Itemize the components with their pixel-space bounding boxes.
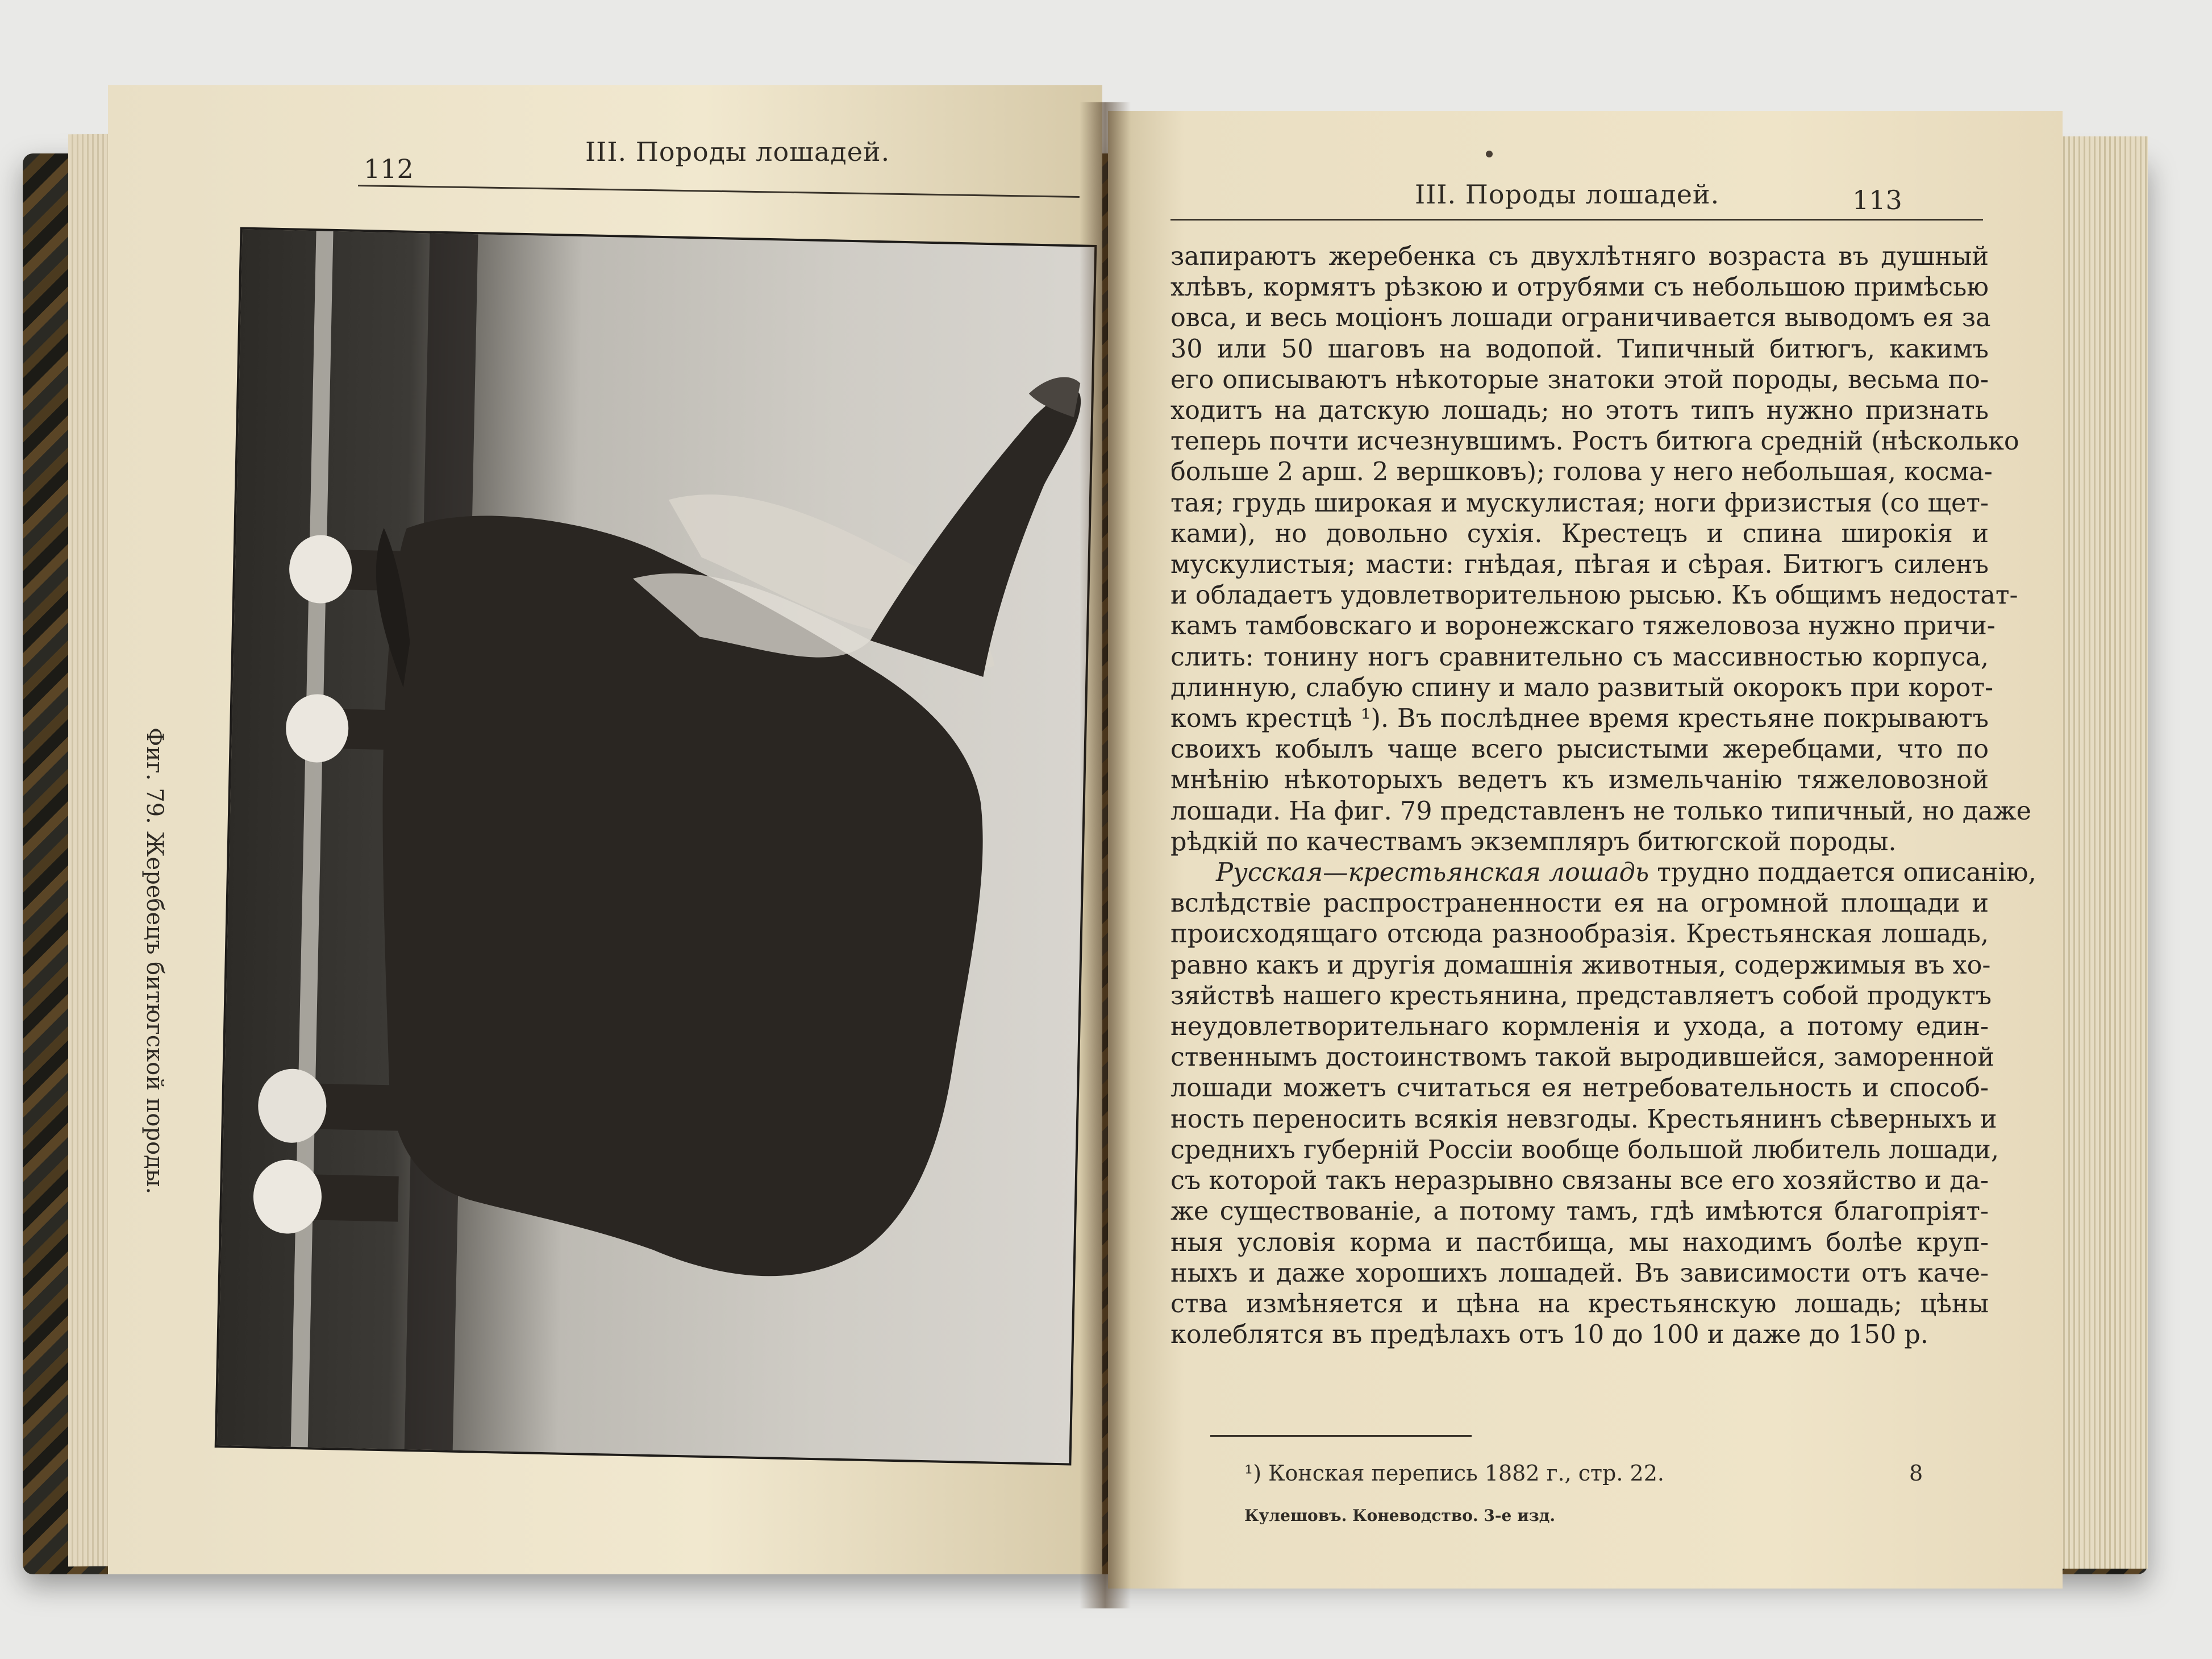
text-line: и обладаетъ удовлетворительною рысью. Къ общимъ недостат-: [1170, 581, 2018, 610]
paragraph-opening: [1170, 858, 2036, 888]
text-line: ныхъ и даже хорошихъ лошадей. Въ зависимости отъ каче-: [1170, 1258, 1989, 1288]
text-line: овса, и весь моціонъ лошади ограничивается выводомъ ея за: [1170, 303, 1991, 333]
text-line: ственнымъ достоинствомъ такой выродившейся, заморенной: [1170, 1043, 1994, 1072]
horse-figure: [217, 230, 1094, 1463]
horse-photograph: [215, 227, 1097, 1465]
text-line: лошади можетъ считаться ея нетребовательность и способ-: [1170, 1074, 1989, 1103]
footnote-rule: [1210, 1435, 1472, 1437]
text-line: хлѣвъ, кормятъ рѣзкою и отрубями съ небольшою примѣсью: [1170, 273, 1989, 302]
right-header-rule: [1170, 219, 1983, 221]
text-line: больше 2 арш. 2 вершковъ); голова у него небольшая, косма-: [1170, 458, 1993, 487]
text-line: колеблятся въ предѣлахъ отъ 10 до 100 и даже до 150 р.: [1170, 1320, 1928, 1350]
text-fragment: трудно поддается описанію,: [1649, 858, 2036, 888]
text-line: неудовлетворительнаго кормленія и ухода, а потому един-: [1170, 1012, 1989, 1042]
text-line: зяйствѣ нашего крестьянина, представляетъ собой продуктъ: [1170, 981, 1992, 1011]
left-running-head: III. Породы лошадей.: [585, 136, 890, 167]
text-line: лошади. На фиг. 79 представленъ не только типичный, но даже: [1170, 796, 2032, 826]
text-line: ныя условія корма и пастбища, мы находимъ болѣе круп-: [1170, 1228, 1989, 1257]
text-line: ность переносить всякія невзгоды. Крестьянинъ сѣверныхъ и: [1170, 1104, 1997, 1134]
main-text-block: [1170, 242, 2036, 1350]
paper-speck: [1486, 151, 1493, 157]
text-line: среднихъ губерній Россіи вообще большой любитель лошади,: [1170, 1135, 1999, 1165]
text-line: мнѣнію нѣкоторыхъ ведетъ къ измельчанію тяжеловозной: [1170, 766, 1989, 795]
text-line: комъ крестцѣ ¹). Въ послѣднее время крестьяне покрываютъ: [1170, 704, 1989, 734]
text-line: длинную, слабую спину и мало развитый окорокъ при корот-: [1170, 673, 1994, 702]
right-running-head: III. Породы лошадей.: [1415, 179, 1720, 210]
text-line: теперь почти исчезнувшимъ. Ростъ битюга средній (нѣсколько: [1170, 427, 2019, 456]
left-header-rule: [358, 185, 1080, 198]
text-line: слить: тонину ногъ сравнительно съ массивностью корпуса,: [1170, 642, 1989, 672]
text-line: ства измѣняется и цѣна на крестьянскую лошадь; цѣны: [1170, 1289, 1989, 1319]
text-line: 30 или 50 шаговъ на водопой. Типичный битюгъ, какимъ: [1170, 334, 1989, 364]
text-line: запираютъ жеребенка съ двухлѣтняго возраста въ душный: [1170, 242, 1989, 271]
text-line: его описываютъ нѣкоторые знатоки этой породы, весьма по-: [1170, 365, 1989, 394]
imprint-line: Кулешовъ. Коневодство. 3-е изд.: [1244, 1506, 1556, 1525]
text-line: рѣдкій по качествамъ экземпляръ битюгской породы.: [1170, 827, 1897, 856]
text-line: вслѣдствіе распространенности ея на огромной площади и: [1170, 889, 1989, 918]
text-line: ходитъ на датскую лошадь; но этотъ типъ нужно признать: [1170, 396, 1989, 426]
text-line: съ которой такъ неразрывно связаны все его хозяйство и да-: [1170, 1166, 1989, 1196]
text-line: камъ тамбовскаго и воронежскаго тяжеловоза нужно причи-: [1170, 612, 1996, 641]
text-line: мускулистыя; масти: гнѣдая, пѣгая и сѣрая. Битюгъ силенъ: [1170, 550, 1989, 580]
footnote: ¹) Конская перепись 1882 г., стр. 22.: [1244, 1461, 1664, 1486]
signature-mark: 8: [1909, 1461, 1923, 1486]
left-page-number: 112: [364, 153, 414, 184]
figure-caption: Фиг. 79. Жеребецъ битюгской породы.: [141, 727, 168, 1195]
text-line: происходящаго отсюда разнообразія. Крестьянская лошадь,: [1170, 920, 1989, 949]
right-page-number: 113: [1852, 185, 1902, 215]
right-page: [1108, 111, 2063, 1589]
text-line: равно какъ и другія домашнія животныя, содержимыя въ хо-: [1170, 950, 1991, 980]
text-line: тая; грудь широкая и мускулистая; ноги фризистыя (со щет-: [1170, 488, 1989, 518]
italic-term: Русская—крестьянская лошадь: [1216, 858, 1649, 888]
left-page: [108, 85, 1102, 1574]
text-line: своихъ кобылъ чаще всего рысистыми жеребцами, что по: [1170, 735, 1989, 764]
book-gutter-shadow: [1080, 102, 1131, 1608]
text-line: же существованіе, а потому тамъ, гдѣ имѣются благопріят-: [1170, 1197, 1989, 1226]
text-line: ками), но довольно сухія. Крестецъ и спина широкія и: [1170, 519, 1989, 548]
